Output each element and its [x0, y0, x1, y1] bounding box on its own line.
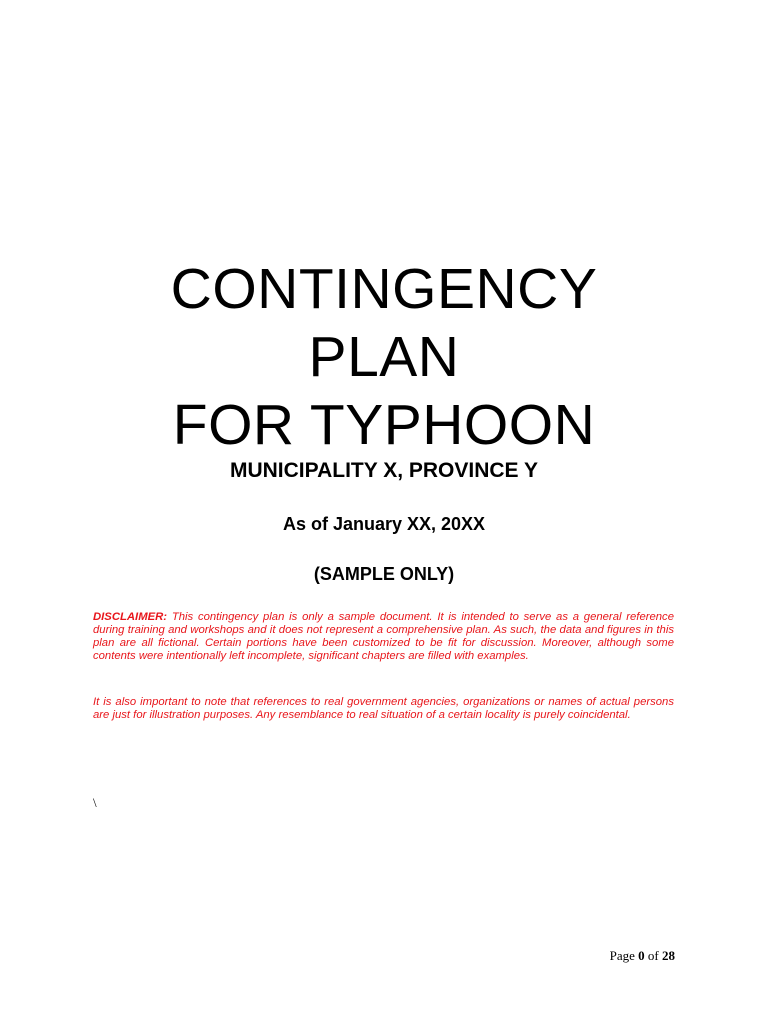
document-date: As of January XX, 20XX — [282, 514, 486, 534]
disclaimer-paragraph-1 — [93, 611, 674, 663]
footer-current-page: 0 — [638, 948, 645, 963]
document-title — [0, 255, 768, 459]
title-line-1: CONTINGENCY — [170, 257, 598, 321]
stray-backslash: \ — [93, 795, 97, 810]
title-line-3: FOR TYPHOON — [172, 393, 596, 457]
footer-of-word: of — [647, 948, 659, 963]
footer-page-word: Page — [609, 948, 635, 963]
document-subtitle: MUNICIPALITY X, PROVINCE Y — [229, 459, 539, 482]
disclaimer-paragraph-2: It is also important to note that references to real government agencies, organizations or names of actual persons are just for illustration purposes. Any resemblance to real situation of a certain locality is purely coincidental. — [93, 696, 674, 721]
title-line-2: PLAN — [308, 325, 460, 389]
sample-note: (SAMPLE ONLY) — [313, 564, 455, 584]
footer-total-pages: 28 — [662, 948, 675, 963]
disclaimer-label: DISCLAIMER: — [93, 611, 168, 623]
page-number-footer — [610, 948, 675, 964]
disclaimer-text-1: This contingency plan is only a sample document. It is intended to serve as a general reference during training and workshops and it does not represent a comprehensive plan. As such, the data and figures in this plan are all fictional. Certain portions have been customized to be fit for discussion. Moreover, although some contents were intentionally left incomplete, significant chapters are filled with examples. — [93, 611, 674, 662]
